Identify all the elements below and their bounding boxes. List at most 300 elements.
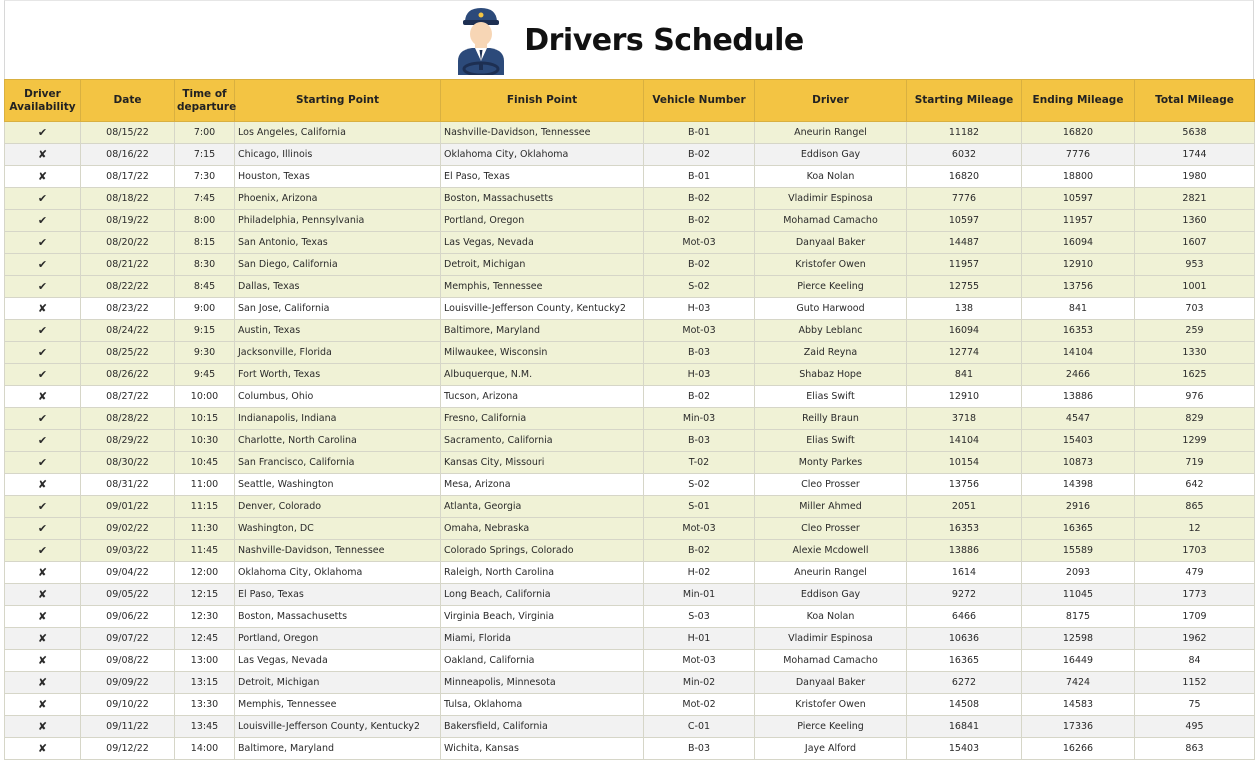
- availability-mark[interactable]: ✘: [5, 166, 81, 188]
- total-mileage-cell[interactable]: 1001: [1135, 276, 1255, 298]
- finish-point-cell[interactable]: Bakersfield, California: [441, 716, 644, 738]
- finish-point-cell[interactable]: Detroit, Michigan: [441, 254, 644, 276]
- table-row[interactable]: [5, 584, 1255, 606]
- starting-mileage-cell[interactable]: 14104: [907, 430, 1022, 452]
- driver-cell[interactable]: Eddison Gay: [755, 584, 907, 606]
- starting-point-cell[interactable]: Oklahoma City, Oklahoma: [235, 562, 441, 584]
- starting-point-cell[interactable]: Las Vegas, Nevada: [235, 650, 441, 672]
- starting-mileage-cell[interactable]: 2051: [907, 496, 1022, 518]
- vehicle-number-cell[interactable]: S-01: [644, 496, 755, 518]
- column-header[interactable]: Finish Point: [441, 80, 644, 122]
- vehicle-number-cell[interactable]: H-02: [644, 562, 755, 584]
- ending-mileage-cell[interactable]: 16820: [1022, 122, 1135, 144]
- vehicle-number-cell[interactable]: B-02: [644, 254, 755, 276]
- vehicle-number-cell[interactable]: B-02: [644, 144, 755, 166]
- table-row[interactable]: [5, 716, 1255, 738]
- time-cell[interactable]: 8:45: [175, 276, 235, 298]
- vehicle-number-cell[interactable]: B-02: [644, 188, 755, 210]
- time-cell[interactable]: 14:00: [175, 738, 235, 760]
- table-row[interactable]: [5, 122, 1255, 144]
- vehicle-number-cell[interactable]: Mot-03: [644, 650, 755, 672]
- time-cell[interactable]: 13:30: [175, 694, 235, 716]
- total-mileage-cell[interactable]: 84: [1135, 650, 1255, 672]
- vehicle-number-cell[interactable]: Min-02: [644, 672, 755, 694]
- ending-mileage-cell[interactable]: 16266: [1022, 738, 1135, 760]
- date-cell[interactable]: 09/07/22: [81, 628, 175, 650]
- total-mileage-cell[interactable]: 479: [1135, 562, 1255, 584]
- finish-point-cell[interactable]: Fresno, California: [441, 408, 644, 430]
- time-cell[interactable]: 7:45: [175, 188, 235, 210]
- availability-mark[interactable]: ✘: [5, 650, 81, 672]
- starting-point-cell[interactable]: Fort Worth, Texas: [235, 364, 441, 386]
- table-row[interactable]: [5, 144, 1255, 166]
- finish-point-cell[interactable]: Atlanta, Georgia: [441, 496, 644, 518]
- time-cell[interactable]: 10:15: [175, 408, 235, 430]
- driver-cell[interactable]: Vladimir Espinosa: [755, 628, 907, 650]
- ending-mileage-cell[interactable]: 12910: [1022, 254, 1135, 276]
- availability-mark[interactable]: ✘: [5, 474, 81, 496]
- finish-point-cell[interactable]: Baltimore, Maryland: [441, 320, 644, 342]
- finish-point-cell[interactable]: Oakland, California: [441, 650, 644, 672]
- ending-mileage-cell[interactable]: 11957: [1022, 210, 1135, 232]
- availability-mark[interactable]: ✔: [5, 408, 81, 430]
- starting-mileage-cell[interactable]: 11182: [907, 122, 1022, 144]
- time-cell[interactable]: 11:30: [175, 518, 235, 540]
- ending-mileage-cell[interactable]: 13756: [1022, 276, 1135, 298]
- ending-mileage-cell[interactable]: 11045: [1022, 584, 1135, 606]
- date-cell[interactable]: 09/12/22: [81, 738, 175, 760]
- vehicle-number-cell[interactable]: Mot-03: [644, 232, 755, 254]
- date-cell[interactable]: 08/17/22: [81, 166, 175, 188]
- total-mileage-cell[interactable]: 75: [1135, 694, 1255, 716]
- starting-point-cell[interactable]: Nashville-Davidson, Tennessee: [235, 540, 441, 562]
- vehicle-number-cell[interactable]: B-01: [644, 166, 755, 188]
- total-mileage-cell[interactable]: 1330: [1135, 342, 1255, 364]
- starting-point-cell[interactable]: Memphis, Tennessee: [235, 694, 441, 716]
- time-cell[interactable]: 9:45: [175, 364, 235, 386]
- starting-mileage-cell[interactable]: 10636: [907, 628, 1022, 650]
- table-row[interactable]: [5, 342, 1255, 364]
- time-cell[interactable]: 13:45: [175, 716, 235, 738]
- total-mileage-cell[interactable]: 865: [1135, 496, 1255, 518]
- availability-mark[interactable]: ✔: [5, 518, 81, 540]
- date-cell[interactable]: 09/06/22: [81, 606, 175, 628]
- ending-mileage-cell[interactable]: 16353: [1022, 320, 1135, 342]
- total-mileage-cell[interactable]: 1360: [1135, 210, 1255, 232]
- time-cell[interactable]: 8:15: [175, 232, 235, 254]
- total-mileage-cell[interactable]: 1703: [1135, 540, 1255, 562]
- starting-mileage-cell[interactable]: 14508: [907, 694, 1022, 716]
- vehicle-number-cell[interactable]: Mot-02: [644, 694, 755, 716]
- ending-mileage-cell[interactable]: 18800: [1022, 166, 1135, 188]
- table-row[interactable]: [5, 606, 1255, 628]
- finish-point-cell[interactable]: Colorado Springs, Colorado: [441, 540, 644, 562]
- total-mileage-cell[interactable]: 829: [1135, 408, 1255, 430]
- ending-mileage-cell[interactable]: 15589: [1022, 540, 1135, 562]
- vehicle-number-cell[interactable]: S-02: [644, 474, 755, 496]
- finish-point-cell[interactable]: Albuquerque, N.M.: [441, 364, 644, 386]
- driver-cell[interactable]: Mohamad Camacho: [755, 210, 907, 232]
- driver-cell[interactable]: Eddison Gay: [755, 144, 907, 166]
- ending-mileage-cell[interactable]: 17336: [1022, 716, 1135, 738]
- date-cell[interactable]: 08/15/22: [81, 122, 175, 144]
- finish-point-cell[interactable]: Wichita, Kansas: [441, 738, 644, 760]
- starting-mileage-cell[interactable]: 16353: [907, 518, 1022, 540]
- ending-mileage-cell[interactable]: 14104: [1022, 342, 1135, 364]
- starting-point-cell[interactable]: Chicago, Illinois: [235, 144, 441, 166]
- ending-mileage-cell[interactable]: 16094: [1022, 232, 1135, 254]
- starting-point-cell[interactable]: San Jose, California: [235, 298, 441, 320]
- date-cell[interactable]: 08/19/22: [81, 210, 175, 232]
- availability-mark[interactable]: ✘: [5, 562, 81, 584]
- starting-mileage-cell[interactable]: 7776: [907, 188, 1022, 210]
- date-cell[interactable]: 09/08/22: [81, 650, 175, 672]
- starting-point-cell[interactable]: Louisville-Jefferson County, Kentucky2: [235, 716, 441, 738]
- total-mileage-cell[interactable]: 1962: [1135, 628, 1255, 650]
- starting-point-cell[interactable]: Baltimore, Maryland: [235, 738, 441, 760]
- table-row[interactable]: [5, 386, 1255, 408]
- starting-mileage-cell[interactable]: 9272: [907, 584, 1022, 606]
- table-row[interactable]: [5, 254, 1255, 276]
- column-header[interactable]: Ending Mileage: [1022, 80, 1135, 122]
- total-mileage-cell[interactable]: 12: [1135, 518, 1255, 540]
- table-row[interactable]: [5, 496, 1255, 518]
- vehicle-number-cell[interactable]: H-03: [644, 364, 755, 386]
- date-cell[interactable]: 08/18/22: [81, 188, 175, 210]
- vehicle-number-cell[interactable]: B-01: [644, 122, 755, 144]
- table-row[interactable]: [5, 452, 1255, 474]
- finish-point-cell[interactable]: Milwaukee, Wisconsin: [441, 342, 644, 364]
- starting-point-cell[interactable]: San Antonio, Texas: [235, 232, 441, 254]
- total-mileage-cell[interactable]: 863: [1135, 738, 1255, 760]
- total-mileage-cell[interactable]: 1773: [1135, 584, 1255, 606]
- table-row[interactable]: [5, 188, 1255, 210]
- vehicle-number-cell[interactable]: B-02: [644, 386, 755, 408]
- starting-mileage-cell[interactable]: 3718: [907, 408, 1022, 430]
- total-mileage-cell[interactable]: 1709: [1135, 606, 1255, 628]
- availability-mark[interactable]: ✘: [5, 606, 81, 628]
- driver-cell[interactable]: Kristofer Owen: [755, 694, 907, 716]
- driver-cell[interactable]: Aneurin Rangel: [755, 122, 907, 144]
- availability-mark[interactable]: ✘: [5, 584, 81, 606]
- availability-mark[interactable]: ✔: [5, 496, 81, 518]
- time-cell[interactable]: 10:45: [175, 452, 235, 474]
- table-row[interactable]: [5, 298, 1255, 320]
- table-row[interactable]: [5, 210, 1255, 232]
- time-cell[interactable]: 13:00: [175, 650, 235, 672]
- finish-point-cell[interactable]: Tucson, Arizona: [441, 386, 644, 408]
- starting-point-cell[interactable]: Portland, Oregon: [235, 628, 441, 650]
- total-mileage-cell[interactable]: 703: [1135, 298, 1255, 320]
- column-header[interactable]: Date: [81, 80, 175, 122]
- column-header[interactable]: Vehicle Number: [644, 80, 755, 122]
- total-mileage-cell[interactable]: 1607: [1135, 232, 1255, 254]
- total-mileage-cell[interactable]: 719: [1135, 452, 1255, 474]
- time-cell[interactable]: 13:15: [175, 672, 235, 694]
- time-cell[interactable]: 7:00: [175, 122, 235, 144]
- time-cell[interactable]: 12:15: [175, 584, 235, 606]
- date-cell[interactable]: 09/09/22: [81, 672, 175, 694]
- starting-mileage-cell[interactable]: 14487: [907, 232, 1022, 254]
- date-cell[interactable]: 08/22/22: [81, 276, 175, 298]
- time-cell[interactable]: 9:15: [175, 320, 235, 342]
- vehicle-number-cell[interactable]: B-02: [644, 210, 755, 232]
- total-mileage-cell[interactable]: 953: [1135, 254, 1255, 276]
- finish-point-cell[interactable]: Louisville-Jefferson County, Kentucky2: [441, 298, 644, 320]
- column-header[interactable]: Starting Mileage: [907, 80, 1022, 122]
- finish-point-cell[interactable]: El Paso, Texas: [441, 166, 644, 188]
- table-row[interactable]: [5, 232, 1255, 254]
- finish-point-cell[interactable]: Raleigh, North Carolina: [441, 562, 644, 584]
- table-row[interactable]: [5, 738, 1255, 760]
- driver-cell[interactable]: Guto Harwood: [755, 298, 907, 320]
- date-cell[interactable]: 09/11/22: [81, 716, 175, 738]
- total-mileage-cell[interactable]: 495: [1135, 716, 1255, 738]
- finish-point-cell[interactable]: Minneapolis, Minnesota: [441, 672, 644, 694]
- availability-mark[interactable]: ✔: [5, 342, 81, 364]
- finish-point-cell[interactable]: Sacramento, California: [441, 430, 644, 452]
- driver-cell[interactable]: Aneurin Rangel: [755, 562, 907, 584]
- finish-point-cell[interactable]: Omaha, Nebraska: [441, 518, 644, 540]
- driver-cell[interactable]: Miller Ahmed: [755, 496, 907, 518]
- starting-mileage-cell[interactable]: 1614: [907, 562, 1022, 584]
- availability-mark[interactable]: ✘: [5, 672, 81, 694]
- column-header[interactable]: Starting Point: [235, 80, 441, 122]
- vehicle-number-cell[interactable]: S-02: [644, 276, 755, 298]
- availability-mark[interactable]: ✔: [5, 254, 81, 276]
- table-row[interactable]: [5, 276, 1255, 298]
- time-cell[interactable]: 7:15: [175, 144, 235, 166]
- time-cell[interactable]: 12:00: [175, 562, 235, 584]
- starting-mileage-cell[interactable]: 13756: [907, 474, 1022, 496]
- starting-point-cell[interactable]: Dallas, Texas: [235, 276, 441, 298]
- availability-mark[interactable]: ✘: [5, 144, 81, 166]
- starting-point-cell[interactable]: Philadelphia, Pennsylvania: [235, 210, 441, 232]
- starting-point-cell[interactable]: Indianapolis, Indiana: [235, 408, 441, 430]
- time-cell[interactable]: 10:00: [175, 386, 235, 408]
- table-row[interactable]: [5, 474, 1255, 496]
- availability-mark[interactable]: ✘: [5, 738, 81, 760]
- vehicle-number-cell[interactable]: T-02: [644, 452, 755, 474]
- availability-mark[interactable]: ✔: [5, 320, 81, 342]
- vehicle-number-cell[interactable]: B-03: [644, 342, 755, 364]
- starting-mileage-cell[interactable]: 12755: [907, 276, 1022, 298]
- driver-cell[interactable]: Zaid Reyna: [755, 342, 907, 364]
- availability-mark[interactable]: ✔: [5, 210, 81, 232]
- availability-mark[interactable]: ✔: [5, 232, 81, 254]
- ending-mileage-cell[interactable]: 8175: [1022, 606, 1135, 628]
- starting-point-cell[interactable]: Denver, Colorado: [235, 496, 441, 518]
- table-row[interactable]: [5, 430, 1255, 452]
- column-header[interactable]: Total Mileage: [1135, 80, 1255, 122]
- driver-cell[interactable]: Vladimir Espinosa: [755, 188, 907, 210]
- starting-mileage-cell[interactable]: 12910: [907, 386, 1022, 408]
- finish-point-cell[interactable]: Kansas City, Missouri: [441, 452, 644, 474]
- date-cell[interactable]: 08/26/22: [81, 364, 175, 386]
- table-row[interactable]: [5, 364, 1255, 386]
- vehicle-number-cell[interactable]: C-01: [644, 716, 755, 738]
- driver-cell[interactable]: Alexie Mcdowell: [755, 540, 907, 562]
- finish-point-cell[interactable]: Nashville-Davidson, Tennessee: [441, 122, 644, 144]
- date-cell[interactable]: 08/29/22: [81, 430, 175, 452]
- vehicle-number-cell[interactable]: Min-01: [644, 584, 755, 606]
- starting-point-cell[interactable]: Charlotte, North Carolina: [235, 430, 441, 452]
- starting-mileage-cell[interactable]: 16841: [907, 716, 1022, 738]
- table-row[interactable]: [5, 650, 1255, 672]
- finish-point-cell[interactable]: Portland, Oregon: [441, 210, 644, 232]
- date-cell[interactable]: 08/24/22: [81, 320, 175, 342]
- total-mileage-cell[interactable]: 1152: [1135, 672, 1255, 694]
- column-header[interactable]: Driver Availability: [5, 80, 81, 122]
- vehicle-number-cell[interactable]: H-03: [644, 298, 755, 320]
- starting-point-cell[interactable]: El Paso, Texas: [235, 584, 441, 606]
- date-cell[interactable]: 08/16/22: [81, 144, 175, 166]
- time-cell[interactable]: 11:15: [175, 496, 235, 518]
- time-cell[interactable]: 11:00: [175, 474, 235, 496]
- ending-mileage-cell[interactable]: 12598: [1022, 628, 1135, 650]
- finish-point-cell[interactable]: Boston, Massachusetts: [441, 188, 644, 210]
- availability-mark[interactable]: ✔: [5, 540, 81, 562]
- driver-cell[interactable]: Danyaal Baker: [755, 232, 907, 254]
- starting-point-cell[interactable]: Columbus, Ohio: [235, 386, 441, 408]
- starting-point-cell[interactable]: Detroit, Michigan: [235, 672, 441, 694]
- availability-mark[interactable]: ✔: [5, 188, 81, 210]
- total-mileage-cell[interactable]: 1625: [1135, 364, 1255, 386]
- availability-mark[interactable]: ✔: [5, 452, 81, 474]
- finish-point-cell[interactable]: Miami, Florida: [441, 628, 644, 650]
- ending-mileage-cell[interactable]: 16365: [1022, 518, 1135, 540]
- driver-cell[interactable]: Kristofer Owen: [755, 254, 907, 276]
- starting-mileage-cell[interactable]: 16094: [907, 320, 1022, 342]
- table-row[interactable]: [5, 672, 1255, 694]
- ending-mileage-cell[interactable]: 2093: [1022, 562, 1135, 584]
- driver-cell[interactable]: Elias Swift: [755, 430, 907, 452]
- total-mileage-cell[interactable]: 642: [1135, 474, 1255, 496]
- starting-point-cell[interactable]: Boston, Massachusetts: [235, 606, 441, 628]
- availability-mark[interactable]: ✘: [5, 386, 81, 408]
- date-cell[interactable]: 08/20/22: [81, 232, 175, 254]
- total-mileage-cell[interactable]: 5638: [1135, 122, 1255, 144]
- ending-mileage-cell[interactable]: 16449: [1022, 650, 1135, 672]
- table-row[interactable]: [5, 518, 1255, 540]
- driver-cell[interactable]: Jaye Alford: [755, 738, 907, 760]
- starting-mileage-cell[interactable]: 10597: [907, 210, 1022, 232]
- date-cell[interactable]: 08/25/22: [81, 342, 175, 364]
- finish-point-cell[interactable]: Memphis, Tennessee: [441, 276, 644, 298]
- starting-point-cell[interactable]: Austin, Texas: [235, 320, 441, 342]
- ending-mileage-cell[interactable]: 2916: [1022, 496, 1135, 518]
- date-cell[interactable]: 08/30/22: [81, 452, 175, 474]
- driver-cell[interactable]: Koa Nolan: [755, 166, 907, 188]
- vehicle-number-cell[interactable]: H-01: [644, 628, 755, 650]
- driver-cell[interactable]: Abby Leblanc: [755, 320, 907, 342]
- driver-cell[interactable]: Reilly Braun: [755, 408, 907, 430]
- time-cell[interactable]: 11:45: [175, 540, 235, 562]
- date-cell[interactable]: 08/31/22: [81, 474, 175, 496]
- availability-mark[interactable]: ✘: [5, 694, 81, 716]
- vehicle-number-cell[interactable]: S-03: [644, 606, 755, 628]
- starting-point-cell[interactable]: Los Angeles, California: [235, 122, 441, 144]
- ending-mileage-cell[interactable]: 15403: [1022, 430, 1135, 452]
- vehicle-number-cell[interactable]: B-03: [644, 430, 755, 452]
- ending-mileage-cell[interactable]: 7424: [1022, 672, 1135, 694]
- table-row[interactable]: [5, 562, 1255, 584]
- starting-mileage-cell[interactable]: 6272: [907, 672, 1022, 694]
- starting-mileage-cell[interactable]: 12774: [907, 342, 1022, 364]
- starting-mileage-cell[interactable]: 6032: [907, 144, 1022, 166]
- finish-point-cell[interactable]: Virginia Beach, Virginia: [441, 606, 644, 628]
- starting-mileage-cell[interactable]: 10154: [907, 452, 1022, 474]
- date-cell[interactable]: 09/04/22: [81, 562, 175, 584]
- vehicle-number-cell[interactable]: B-03: [644, 738, 755, 760]
- finish-point-cell[interactable]: Tulsa, Oklahoma: [441, 694, 644, 716]
- starting-point-cell[interactable]: Washington, DC: [235, 518, 441, 540]
- driver-cell[interactable]: Koa Nolan: [755, 606, 907, 628]
- finish-point-cell[interactable]: Oklahoma City, Oklahoma: [441, 144, 644, 166]
- column-header[interactable]: Driver: [755, 80, 907, 122]
- starting-point-cell[interactable]: San Diego, California: [235, 254, 441, 276]
- availability-mark[interactable]: ✘: [5, 298, 81, 320]
- ending-mileage-cell[interactable]: 2466: [1022, 364, 1135, 386]
- table-row[interactable]: [5, 694, 1255, 716]
- ending-mileage-cell[interactable]: 10597: [1022, 188, 1135, 210]
- availability-mark[interactable]: ✔: [5, 276, 81, 298]
- driver-cell[interactable]: Cleo Prosser: [755, 518, 907, 540]
- starting-point-cell[interactable]: Seattle, Washington: [235, 474, 441, 496]
- date-cell[interactable]: 08/23/22: [81, 298, 175, 320]
- finish-point-cell[interactable]: Mesa, Arizona: [441, 474, 644, 496]
- starting-mileage-cell[interactable]: 11957: [907, 254, 1022, 276]
- total-mileage-cell[interactable]: 1744: [1135, 144, 1255, 166]
- starting-mileage-cell[interactable]: 138: [907, 298, 1022, 320]
- driver-cell[interactable]: Pierce Keeling: [755, 716, 907, 738]
- date-cell[interactable]: 09/05/22: [81, 584, 175, 606]
- total-mileage-cell[interactable]: 1980: [1135, 166, 1255, 188]
- starting-mileage-cell[interactable]: 16365: [907, 650, 1022, 672]
- date-cell[interactable]: 09/02/22: [81, 518, 175, 540]
- vehicle-number-cell[interactable]: Min-03: [644, 408, 755, 430]
- time-cell[interactable]: 9:30: [175, 342, 235, 364]
- driver-cell[interactable]: Monty Parkes: [755, 452, 907, 474]
- starting-point-cell[interactable]: Jacksonville, Florida: [235, 342, 441, 364]
- starting-mileage-cell[interactable]: 15403: [907, 738, 1022, 760]
- table-row[interactable]: [5, 408, 1255, 430]
- time-cell[interactable]: 12:45: [175, 628, 235, 650]
- total-mileage-cell[interactable]: 976: [1135, 386, 1255, 408]
- table-row[interactable]: [5, 320, 1255, 342]
- starting-point-cell[interactable]: San Francisco, California: [235, 452, 441, 474]
- time-cell[interactable]: 10:30: [175, 430, 235, 452]
- time-cell[interactable]: 9:00: [175, 298, 235, 320]
- driver-cell[interactable]: Pierce Keeling: [755, 276, 907, 298]
- ending-mileage-cell[interactable]: 14583: [1022, 694, 1135, 716]
- date-cell[interactable]: 08/21/22: [81, 254, 175, 276]
- driver-cell[interactable]: Mohamad Camacho: [755, 650, 907, 672]
- date-cell[interactable]: 08/28/22: [81, 408, 175, 430]
- driver-cell[interactable]: Shabaz Hope: [755, 364, 907, 386]
- ending-mileage-cell[interactable]: 4547: [1022, 408, 1135, 430]
- time-cell[interactable]: 8:30: [175, 254, 235, 276]
- driver-cell[interactable]: Cleo Prosser: [755, 474, 907, 496]
- availability-mark[interactable]: ✔: [5, 122, 81, 144]
- ending-mileage-cell[interactable]: 14398: [1022, 474, 1135, 496]
- starting-point-cell[interactable]: Phoenix, Arizona: [235, 188, 441, 210]
- time-cell[interactable]: 8:00: [175, 210, 235, 232]
- vehicle-number-cell[interactable]: B-02: [644, 540, 755, 562]
- availability-mark[interactable]: ✘: [5, 628, 81, 650]
- table-row[interactable]: [5, 166, 1255, 188]
- time-cell[interactable]: 12:30: [175, 606, 235, 628]
